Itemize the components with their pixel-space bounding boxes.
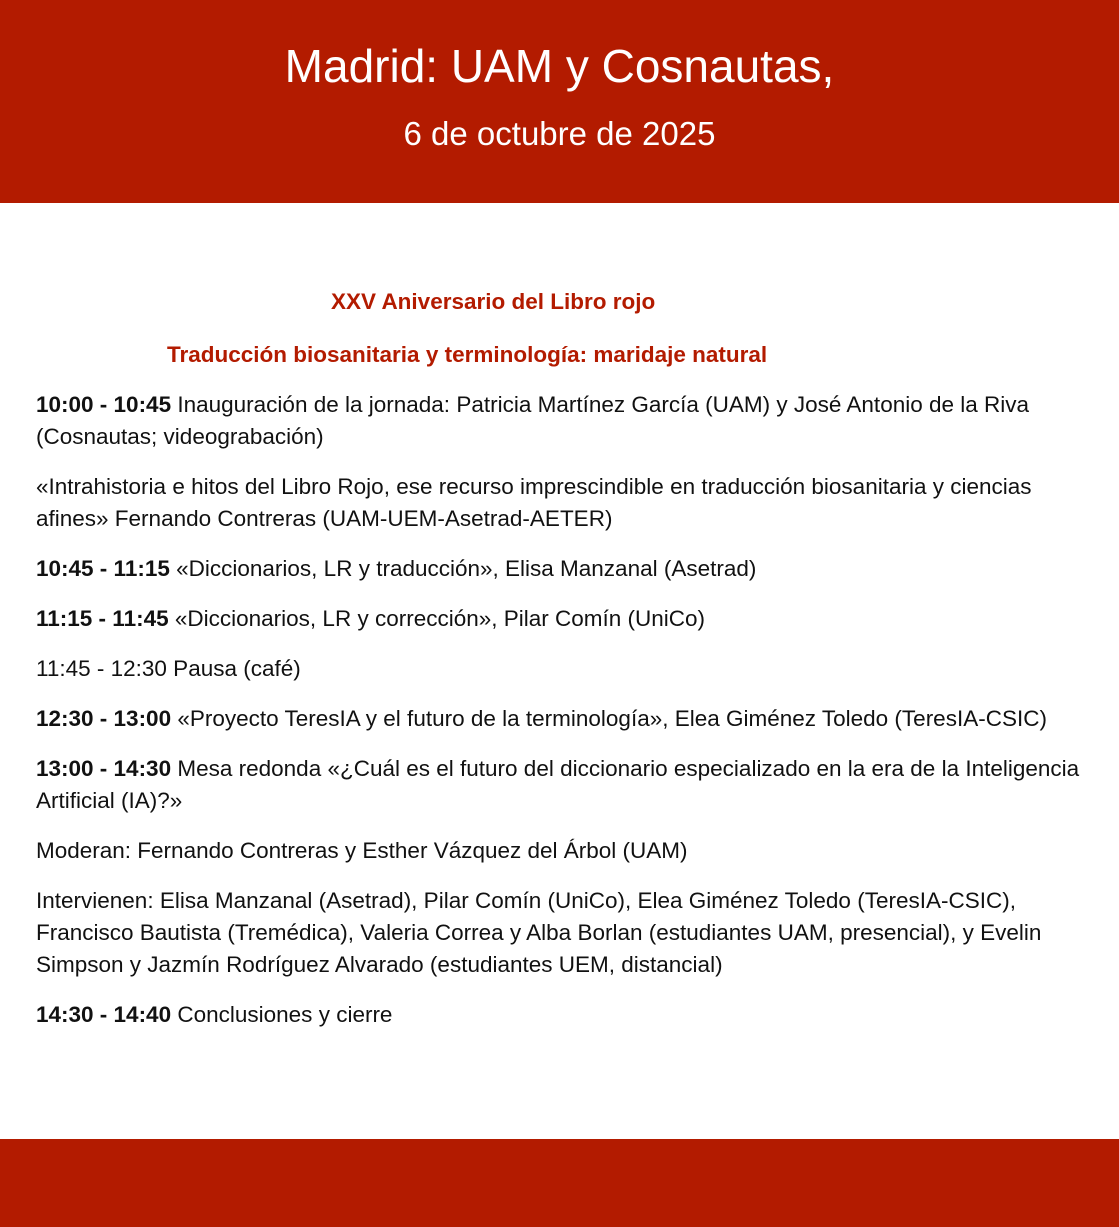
program-text: Conclusiones y cierre [177,1002,393,1027]
program-item [36,471,1106,535]
program-item [36,389,1106,453]
program-text: Intervienen: Elisa Manzanal (Asetrad), Pilar Comín (UniCo), Elea Giménez Toledo (TeresIA-CSIC), Francisco Bautista (Tremédica), Valeria Correa y Alba Borlan (estudiantes UAM, presencial), y Evelin Simpson y Jazmín Rodríguez Alvarado (estudiantes UEM, distancial) [36,888,1042,977]
program-text: «Intrahistoria e hitos del Libro Rojo, ese recurso imprescindible en traducción biosanitaria y ciencias afines» Fernando Contreras (UAM-UEM-Asetrad-AETER) [36,474,1032,531]
program-time: 10:00 - 10:45 [36,392,172,417]
event-subtitle: Traducción biosanitaria y terminología: maridaje natural [167,342,768,367]
program-text: «Proyecto TeresIA y el futuro de la terminología», Elea Giménez Toledo (TeresIA-CSIC) [177,706,1047,731]
program-item [36,603,1106,635]
program-item [36,885,1106,981]
event-title: XXV Aniversario del Libro rojo [331,289,656,314]
program-text: Moderan: Fernando Contreras y Esther Vázquez del Árbol (UAM) [36,838,688,863]
program-text: Mesa redonda «¿Cuál es el futuro del diccionario especializado en la era de la Inteligencia Artificial (IA)?» [36,756,1080,813]
program-content [36,286,1106,1049]
program-item [36,553,1106,585]
program-time: 12:30 - 13:00 [36,706,172,731]
program-text: Inauguración de la jornada: Patricia Martínez García (UAM) y José Antonio de la Riva (Cosnautas; videograbación) [36,392,1030,449]
header-title: Madrid: UAM y Cosnautas, [284,40,835,92]
program-item [36,703,1106,735]
program-text: «Diccionarios, LR y traducción», Elisa Manzanal (Asetrad) [176,556,757,581]
program-time: 11:15 - 11:45 [36,606,169,631]
program-item [36,653,1106,685]
footer-banner [0,1139,1119,1227]
header-date: 6 de octubre de 2025 [403,115,716,152]
header-banner [0,0,1119,203]
program-text: «Diccionarios, LR y corrección», Pilar Comín (UniCo) [174,606,706,631]
program-item [36,999,1106,1031]
program-time: 13:00 - 14:30 [36,756,172,781]
program-item [36,835,1106,867]
program-item [36,753,1106,817]
program-time: 14:30 - 14:40 [36,1002,172,1027]
program-text: 11:45 - 12:30 Pausa (café) [36,656,301,681]
program-time: 10:45 - 11:15 [36,556,170,581]
